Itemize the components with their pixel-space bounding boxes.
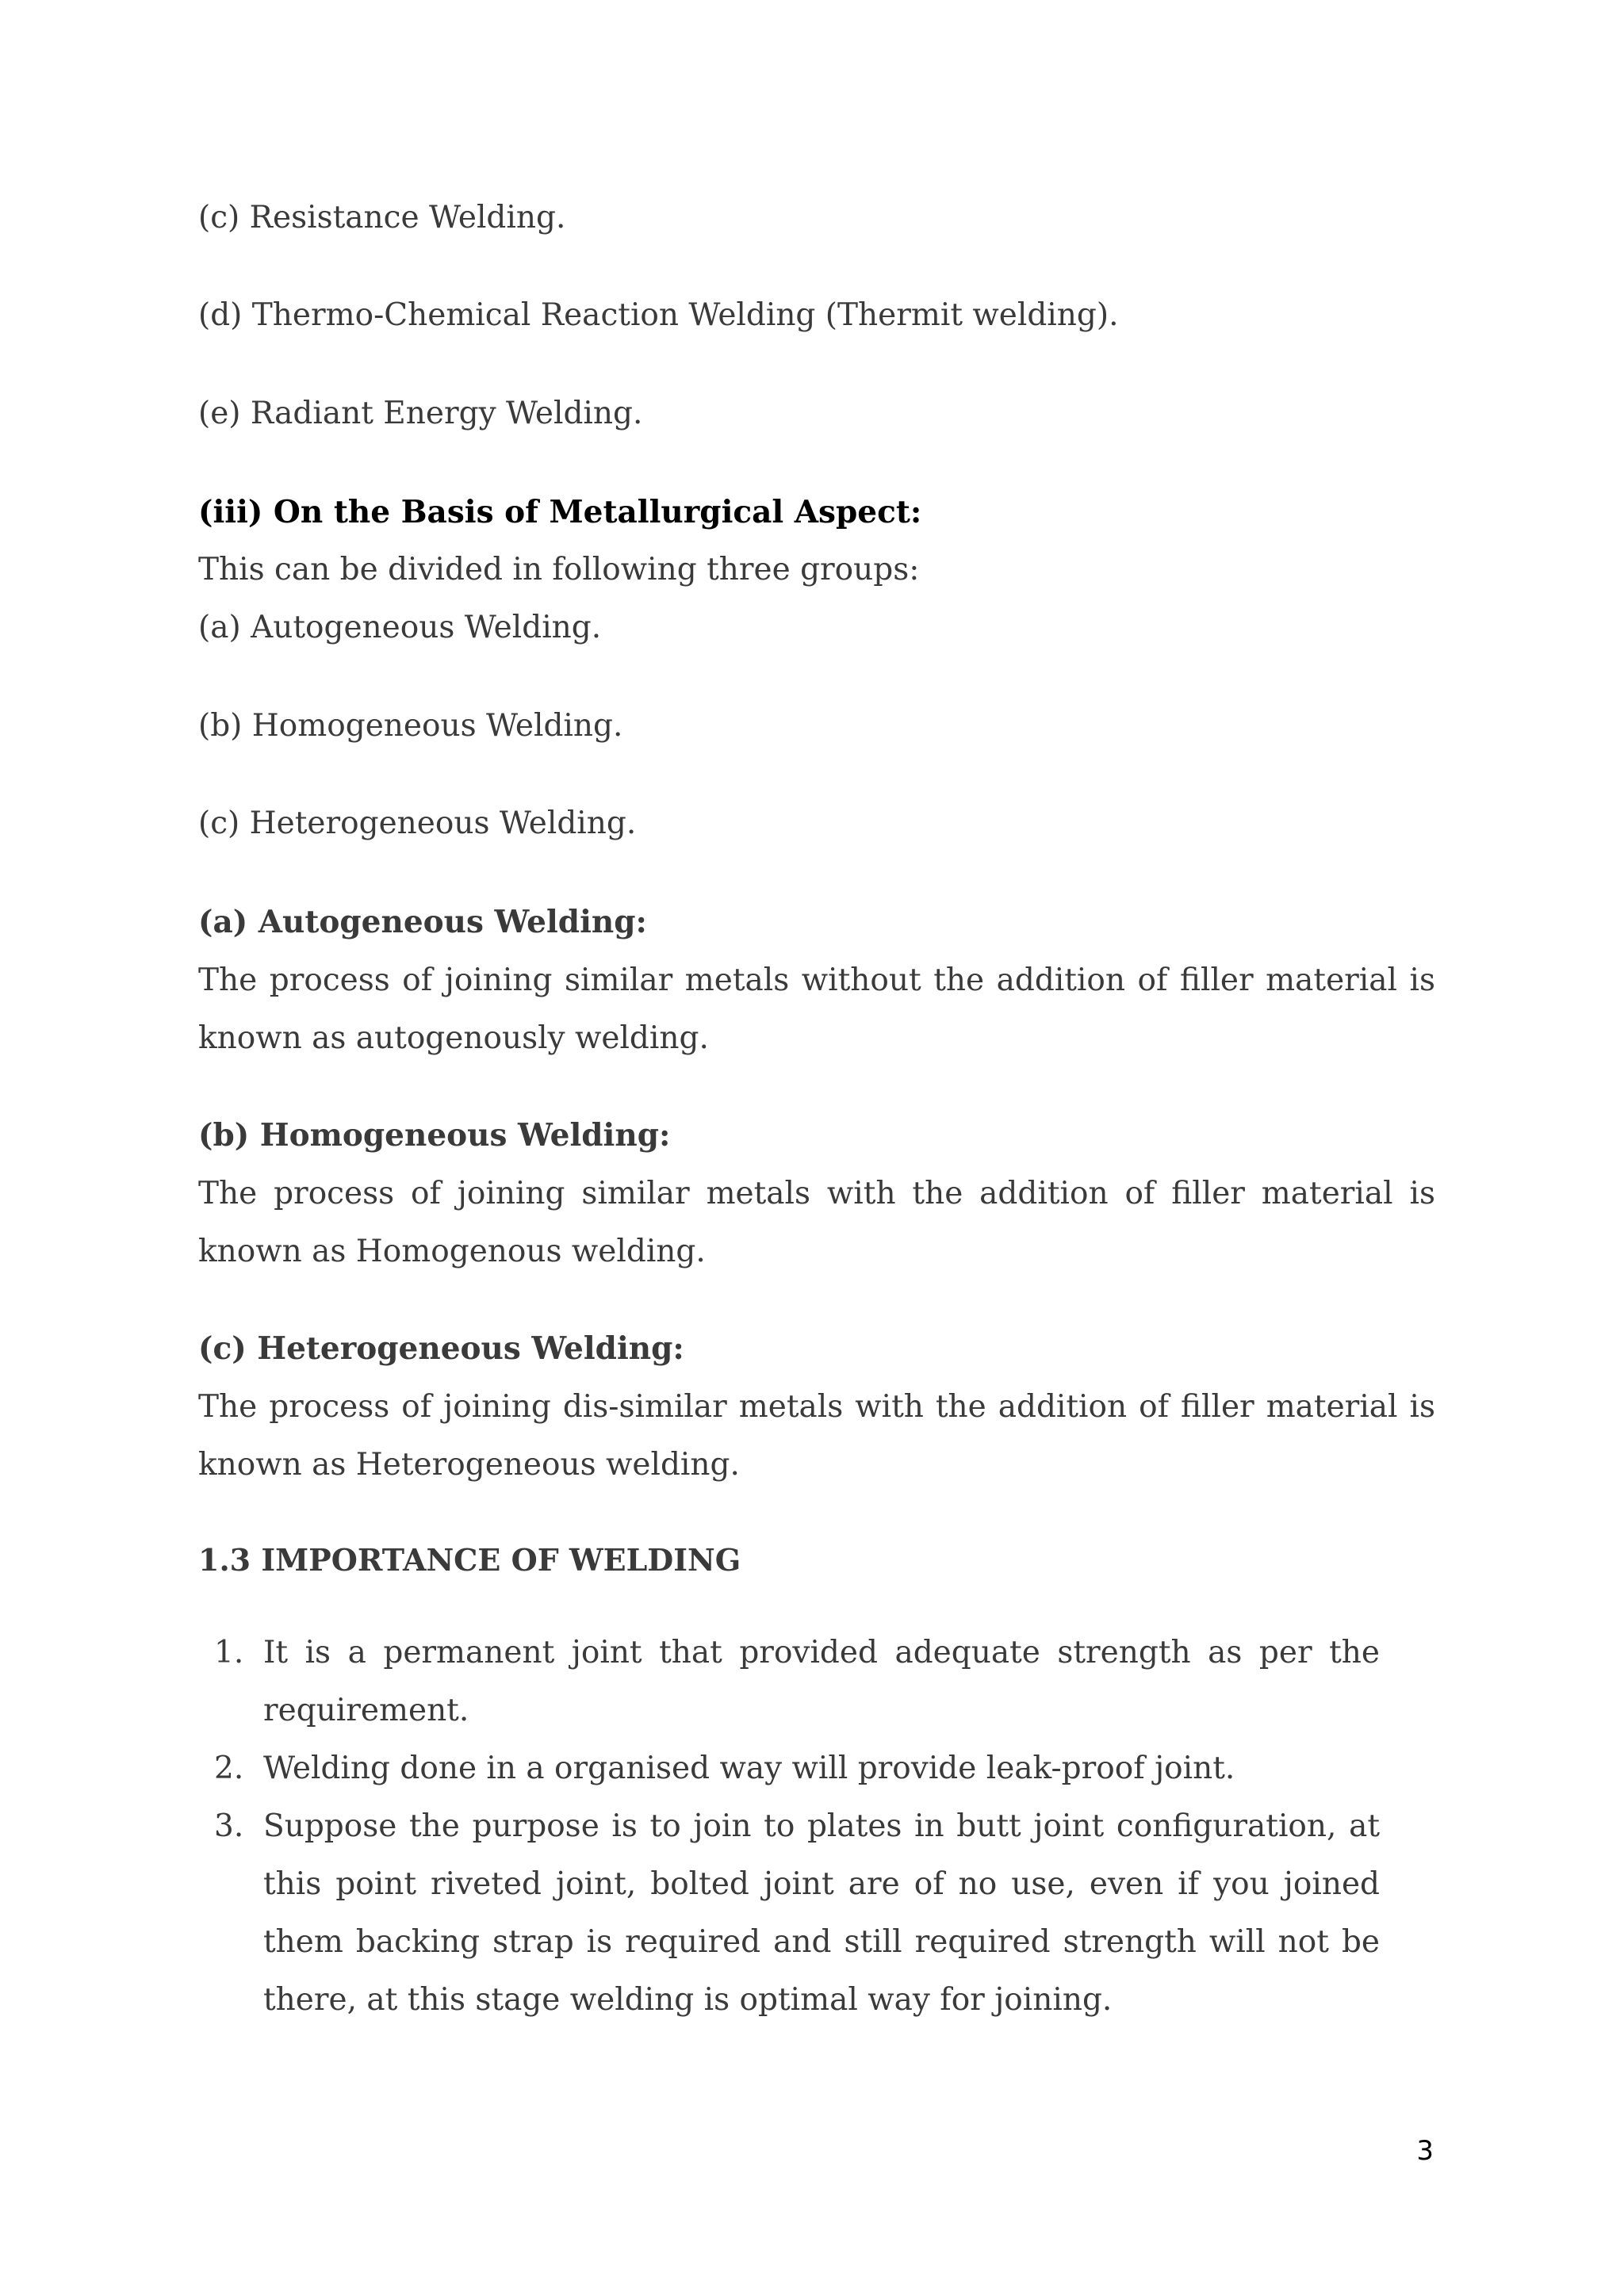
list-item-heterogeneous: (c) Heterogeneous Welding.	[198, 806, 637, 841]
section-title-importance: 1.3 IMPORTANCE OF WELDING	[198, 1542, 741, 1578]
list-item-text: Welding done in a organised way will provide leak-proof joint.	[263, 1751, 1235, 1786]
list-item-text: It is a permanent joint that provided adequate strength as per the requirement.	[263, 1635, 1380, 1728]
list-item-thermit-welding: (d) Thermo-Chemical Reaction Welding (Thermit welding).	[198, 297, 1119, 333]
metallurgical-intro: This can be divided in following three groups:	[198, 552, 920, 587]
homogeneous-paragraph: The process of joining similar metals with the addition of filler material is known as Homogenous welding.	[198, 1176, 1435, 1269]
list-item	[198, 1739, 1380, 1797]
list-item-homogeneous: (b) Homogeneous Welding.	[198, 708, 623, 744]
heterogeneous-paragraph: The process of joining dis-similar metals with the addition of filler material is known as Heterogeneous welding.	[198, 1389, 1435, 1483]
page-number: 3	[1416, 2135, 1434, 2167]
homogeneous-heading: (b) Homogeneous Welding:	[198, 1117, 671, 1154]
list-item-number: 3.	[214, 1808, 244, 1844]
list-item-resistance-welding: (c) Resistance Welding.	[198, 200, 566, 235]
importance-list	[198, 1624, 1380, 2029]
list-item-text: Suppose the purpose is to join to plates in butt joint configuration, at this point riveted joint, bolted joint are of no use, even if you joined them backing strap is required and still required strength will not be there, at this stage welding is optimal way for joining.	[263, 1808, 1380, 2018]
list-item	[198, 1624, 1380, 1739]
heterogeneous-heading: (c) Heterogeneous Welding:	[198, 1330, 684, 1367]
list-item-autogeneous: (a) Autogeneous Welding.	[198, 610, 602, 645]
list-item-radiant-energy-welding: (e) Radiant Energy Welding.	[198, 396, 643, 431]
autogeneous-heading: (a) Autogeneous Welding:	[198, 904, 647, 940]
metallurgical-heading: (iii) On the Basis of Metallurgical Aspect:	[198, 494, 922, 530]
autogeneous-paragraph: The process of joining similar metals without the addition of filler material is known as autogenously welding.	[198, 962, 1435, 1056]
list-item-number: 1.	[214, 1635, 244, 1670]
list-item-number: 2.	[214, 1751, 244, 1786]
list-item	[198, 1797, 1380, 2029]
